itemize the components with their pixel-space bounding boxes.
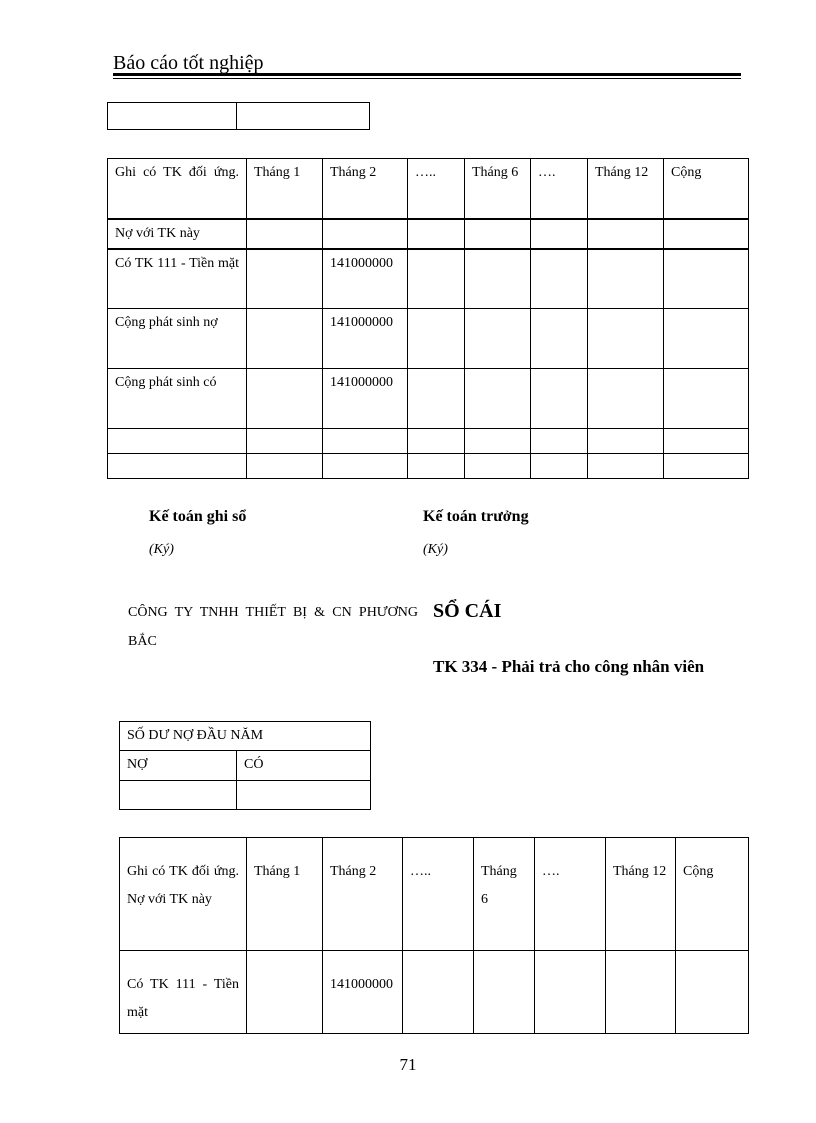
table-cell [531, 249, 588, 309]
table-cell [664, 249, 749, 309]
header-cell: Tháng 6 [474, 838, 535, 951]
header-cell-line: Ghi có TK đối ứng. [127, 864, 239, 879]
table-cell [247, 951, 323, 1034]
debit-label: NỢ [120, 751, 237, 781]
header-cell [120, 838, 247, 951]
header-cell: Tháng 1 [247, 159, 323, 219]
table-cell [531, 309, 588, 369]
header-cell: Tháng 12 [606, 838, 676, 951]
table-cell [247, 219, 323, 249]
ledger-table-1 [107, 158, 749, 479]
table-cell [323, 219, 408, 249]
credit-label: CÓ [237, 751, 371, 781]
header-cell: Tháng 2 [323, 838, 403, 951]
header-cell: ….. [403, 838, 474, 951]
table-cell [408, 429, 465, 454]
table-cell [664, 309, 749, 369]
table-cell [247, 309, 323, 369]
table-cell [323, 454, 408, 479]
header-cell: Cộng [664, 159, 749, 219]
table-cell [403, 951, 474, 1034]
table-cell: Có TK 111 - Tiền mặt [120, 951, 247, 1034]
header-cell: …. [535, 838, 606, 951]
header-rule-thick [113, 73, 741, 76]
table-cell: Cộng phát sinh có [108, 369, 247, 429]
table-cell [664, 219, 749, 249]
table-cell [588, 249, 664, 309]
table-row [108, 309, 749, 369]
table-cell [408, 219, 465, 249]
table-cell: 141000000 [323, 369, 408, 429]
table-row [108, 249, 749, 309]
table-cell: Cộng phát sinh nợ [108, 309, 247, 369]
table-cell [465, 249, 531, 309]
header-cell: Ghi có TK đối ứng. [108, 159, 247, 219]
table-cell: 141000000 [323, 249, 408, 309]
table-cell: Có TK 111 - Tiền mặt [108, 249, 247, 309]
table-cell [588, 369, 664, 429]
table-cell [237, 103, 370, 130]
table-cell [108, 454, 247, 479]
table-cell [531, 369, 588, 429]
header-cell: Tháng 12 [588, 159, 664, 219]
table-cell [535, 951, 606, 1034]
table-cell [465, 369, 531, 429]
header-cell: Tháng 1 [247, 838, 323, 951]
opening-balance-title: SỐ DƯ NỢ ĐẦU NĂM [120, 722, 371, 751]
signature-right-title: Kế toán trưởng [423, 508, 529, 525]
table-cell [247, 454, 323, 479]
table-cell [108, 103, 237, 130]
table-cell [465, 219, 531, 249]
table-row [108, 219, 749, 249]
table-cell [664, 454, 749, 479]
table-cell [588, 309, 664, 369]
table-row [108, 369, 749, 429]
table-row [108, 454, 749, 479]
table-row [120, 951, 749, 1034]
table-cell [588, 429, 664, 454]
table-cell [408, 249, 465, 309]
table-cell [408, 454, 465, 479]
signature-left-title: Kế toán ghi sổ [149, 508, 247, 525]
table-cell [606, 951, 676, 1034]
table-cell [108, 429, 247, 454]
table-cell [664, 369, 749, 429]
signature-right-sub: (Ký) [423, 542, 448, 557]
table-cell [588, 454, 664, 479]
ledger-table-2 [119, 837, 749, 1034]
table-cell [531, 429, 588, 454]
table-cell [247, 429, 323, 454]
table-cell [465, 309, 531, 369]
table-header-row [108, 159, 749, 219]
table-cell: 141000000 [323, 309, 408, 369]
header-cell: Cộng [676, 838, 749, 951]
header-cell: …. [531, 159, 588, 219]
table-cell [676, 951, 749, 1034]
ledger-title: SỔ CÁI [433, 600, 502, 622]
header-cell: Tháng 2 [323, 159, 408, 219]
table-cell: 141000000 [323, 951, 403, 1034]
table-cell [465, 429, 531, 454]
table-cell [474, 951, 535, 1034]
report-title: Báo cáo tốt nghiệp [113, 52, 264, 74]
header-cell: ….. [408, 159, 465, 219]
company-name: CÔNG TY TNHH THIẾT BỊ & CN PHƯƠNG BẮC [128, 605, 418, 649]
page-number: 71 [399, 1055, 417, 1074]
table-cell [408, 309, 465, 369]
header-rule-thin [113, 78, 741, 79]
top-empty-table [107, 102, 370, 130]
table-cell [465, 454, 531, 479]
table-cell [531, 219, 588, 249]
table-cell [247, 249, 323, 309]
ledger-subtitle: TK 334 - Phải trả cho công nhân viên [433, 657, 705, 676]
opening-balance-table [119, 721, 371, 810]
table-header-row [120, 838, 749, 951]
debit-value [120, 781, 237, 810]
table-row [108, 429, 749, 454]
signature-left-sub: (Ký) [149, 542, 174, 557]
header-cell: Tháng 6 [465, 159, 531, 219]
header-cell-line: Nợ với TK này [127, 892, 212, 907]
table-cell: Nợ với TK này [108, 219, 247, 249]
table-cell [588, 219, 664, 249]
table-cell [247, 369, 323, 429]
table-cell [531, 454, 588, 479]
credit-value [237, 781, 371, 810]
table-cell [408, 369, 465, 429]
table-cell [323, 429, 408, 454]
table-cell [664, 429, 749, 454]
